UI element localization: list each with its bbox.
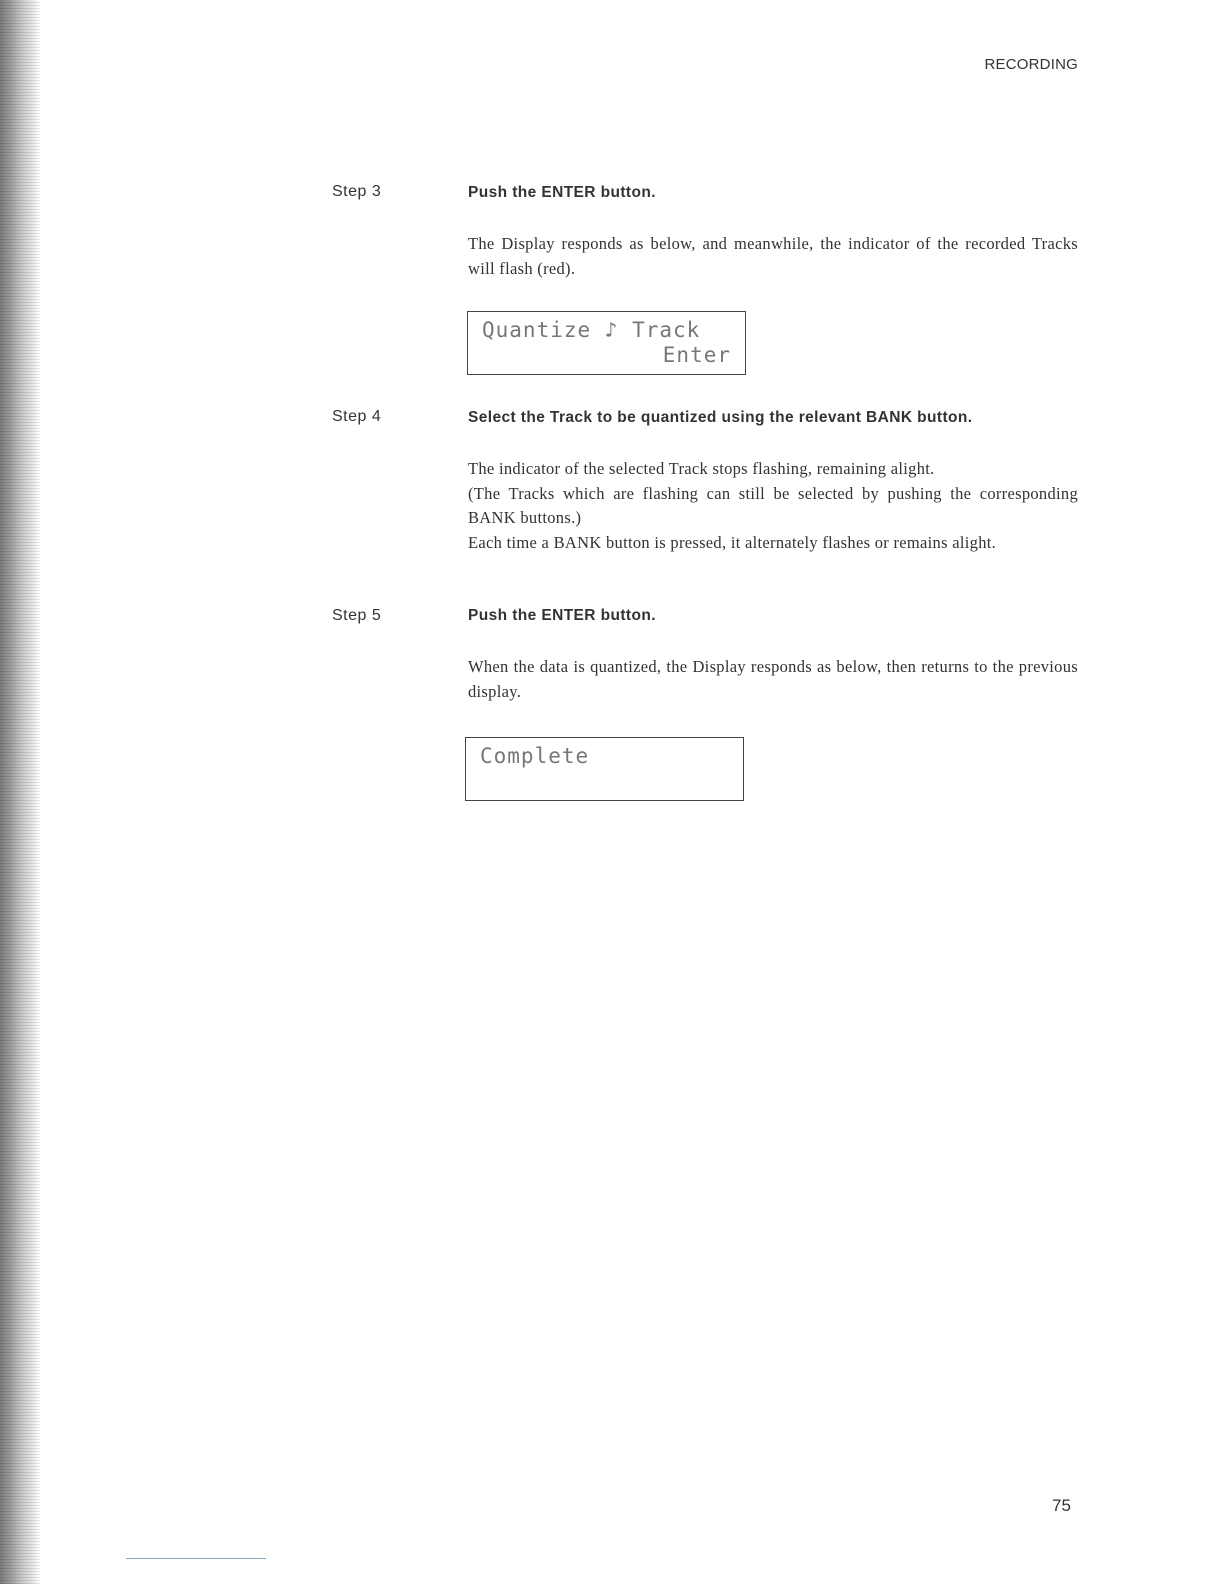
step-5-description: When the data is quantized, the Display responds as below, then returns to the previous display. [468,657,1078,701]
step-3-instruction: Push the ENTER button. [468,184,656,201]
step-3-description: The Display responds as below, and meanwhile, the indicator of the recorded Tracks will flash (red). [468,234,1078,278]
bottom-rule [126,1558,266,1559]
step-4-description-1: The indicator of the selected Track stops flashing, remaining alight. [468,459,935,478]
lcd-display-complete [465,737,744,801]
page-number: 75 [1052,1496,1071,1515]
lcd-line-2: Enter [662,343,731,367]
lcd-line-1: Complete [480,744,590,768]
lcd-display-quantize-track [467,311,746,375]
step-4-description-2: (The Tracks which are flashing can still be selected by pushing the corresponding BANK buttons.) [468,483,1078,527]
scan-binding-edge [0,0,40,1584]
step-4-label: Step 4 [332,408,382,425]
step-4-instruction: Select the Track to be quantized using the relevant BANK button. [468,409,973,426]
lcd-line-1: Quantize ♪ Track [482,318,701,342]
step-4-description-3: Each time a BANK button is pressed, it alternately flashes or remains alight. [468,532,997,552]
step-5-label: Step 5 [332,607,382,624]
section-header: RECORDING [984,56,1078,73]
step-3-label: Step 3 [332,183,382,200]
step-5-instruction: Push the ENTER button. [468,607,656,624]
